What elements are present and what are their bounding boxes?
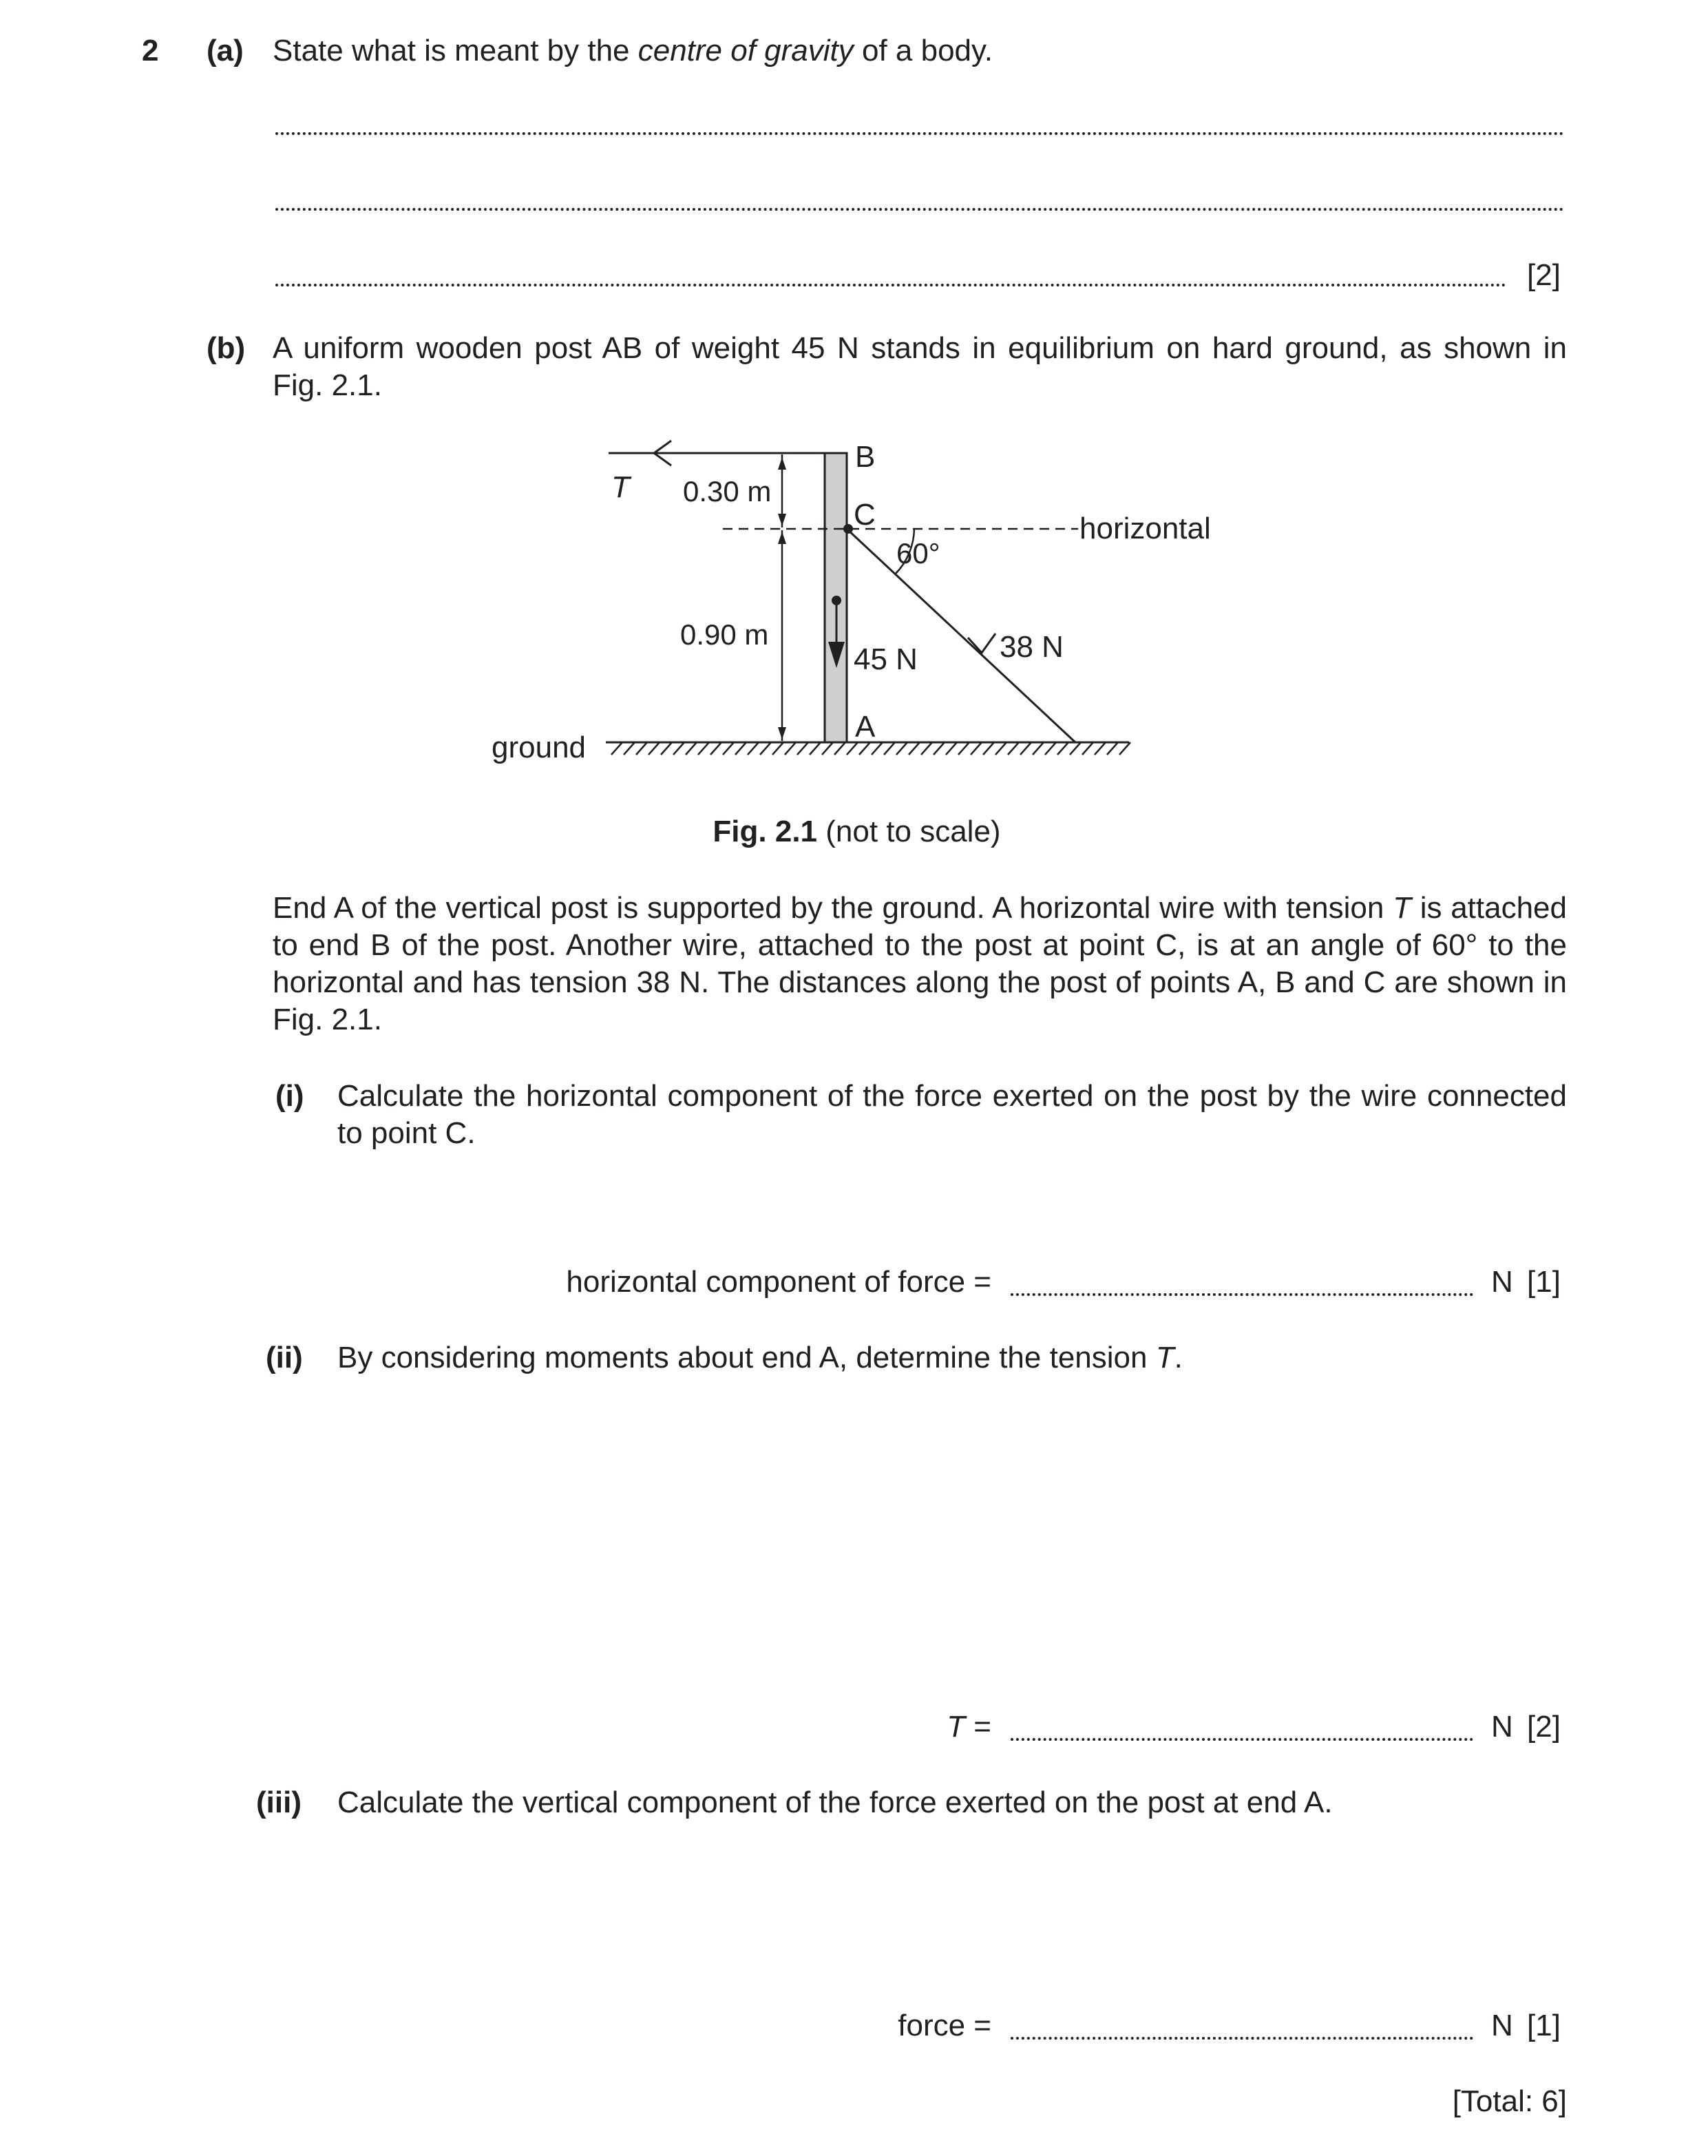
label-ground: ground (492, 731, 587, 764)
point-c-dot (843, 524, 853, 534)
answer-line-ii[interactable] (1011, 1738, 1473, 1741)
part-i-label: (i) (275, 1079, 304, 1113)
part-b-description: End A of the vertical post is supported by the ground. A horizontal wire with tension T is attached to end B of the post. Another wire, attached to the post at point C, is at an angle of 60° to the horizontal and has tension 38 N. The distances along the post of points A, B and C are shown in Fig. 2.1. (273, 891, 1567, 1036)
marks-iii: [1] (1527, 2009, 1561, 2042)
part-b-intro-line2: Fig. 2.1. (273, 368, 382, 402)
label-t: T (611, 470, 630, 504)
marks-ii: [2] (1527, 1710, 1561, 1744)
answer-ii-prefix: T = (947, 1710, 991, 1744)
answer-ii-unit: N (1491, 1710, 1513, 1744)
part-b-label: (b) (207, 331, 246, 365)
label-45n: 45 N (854, 642, 918, 676)
ground-hatching (611, 742, 1130, 755)
part-iii-label: (iii) (256, 1786, 302, 1819)
figure-caption: Fig. 2.1 (not to scale) (713, 815, 1001, 848)
answer-i-unit: N (1491, 1265, 1513, 1299)
part-a-question: State what is meant by the centre of gravity of a body. (273, 34, 993, 67)
part-ii-question: By considering moments about end A, determine the tension T. (337, 1341, 1183, 1374)
label-090m: 0.90 m (680, 618, 769, 651)
answer-line-i[interactable] (1011, 1293, 1473, 1296)
label-38n: 38 N (1000, 630, 1064, 664)
label-a: A (855, 710, 876, 744)
label-b: B (855, 440, 876, 474)
label-angle: 60° (896, 537, 940, 569)
part-ii-label: (ii) (266, 1341, 303, 1374)
figure-2-1 (0, 0, 1708, 813)
total-marks: [Total: 6] (1452, 2084, 1567, 2118)
part-iii-question: Calculate the vertical component of the force exerted on the post at end A. (337, 1786, 1333, 1819)
part-a-label: (a) (207, 34, 244, 67)
part-i-line2: to point C. (337, 1116, 476, 1150)
label-c: C (854, 498, 876, 532)
marks-i: [1] (1527, 1265, 1561, 1299)
question-number: 2 (142, 34, 159, 67)
part-i-line1: Calculate the horizontal component of the force exerted on the post by the wire connected (337, 1079, 1567, 1113)
label-030m: 0.30 m (683, 475, 772, 507)
answer-iii-unit: N (1491, 2009, 1513, 2042)
weight-dot (832, 596, 841, 605)
answer-iii-prefix: force = (898, 2009, 991, 2042)
answer-i-prefix: horizontal component of force = (566, 1265, 991, 1299)
answer-line-iii[interactable] (1011, 2037, 1473, 2040)
marks-a: [2] (1527, 258, 1561, 292)
arrow-38n (968, 634, 995, 653)
part-b-intro-line1: A uniform wooden post AB of weight 45 N stands in equilibrium on hard ground, as shown in (273, 331, 1567, 365)
label-horizontal: horizontal (1079, 512, 1211, 545)
